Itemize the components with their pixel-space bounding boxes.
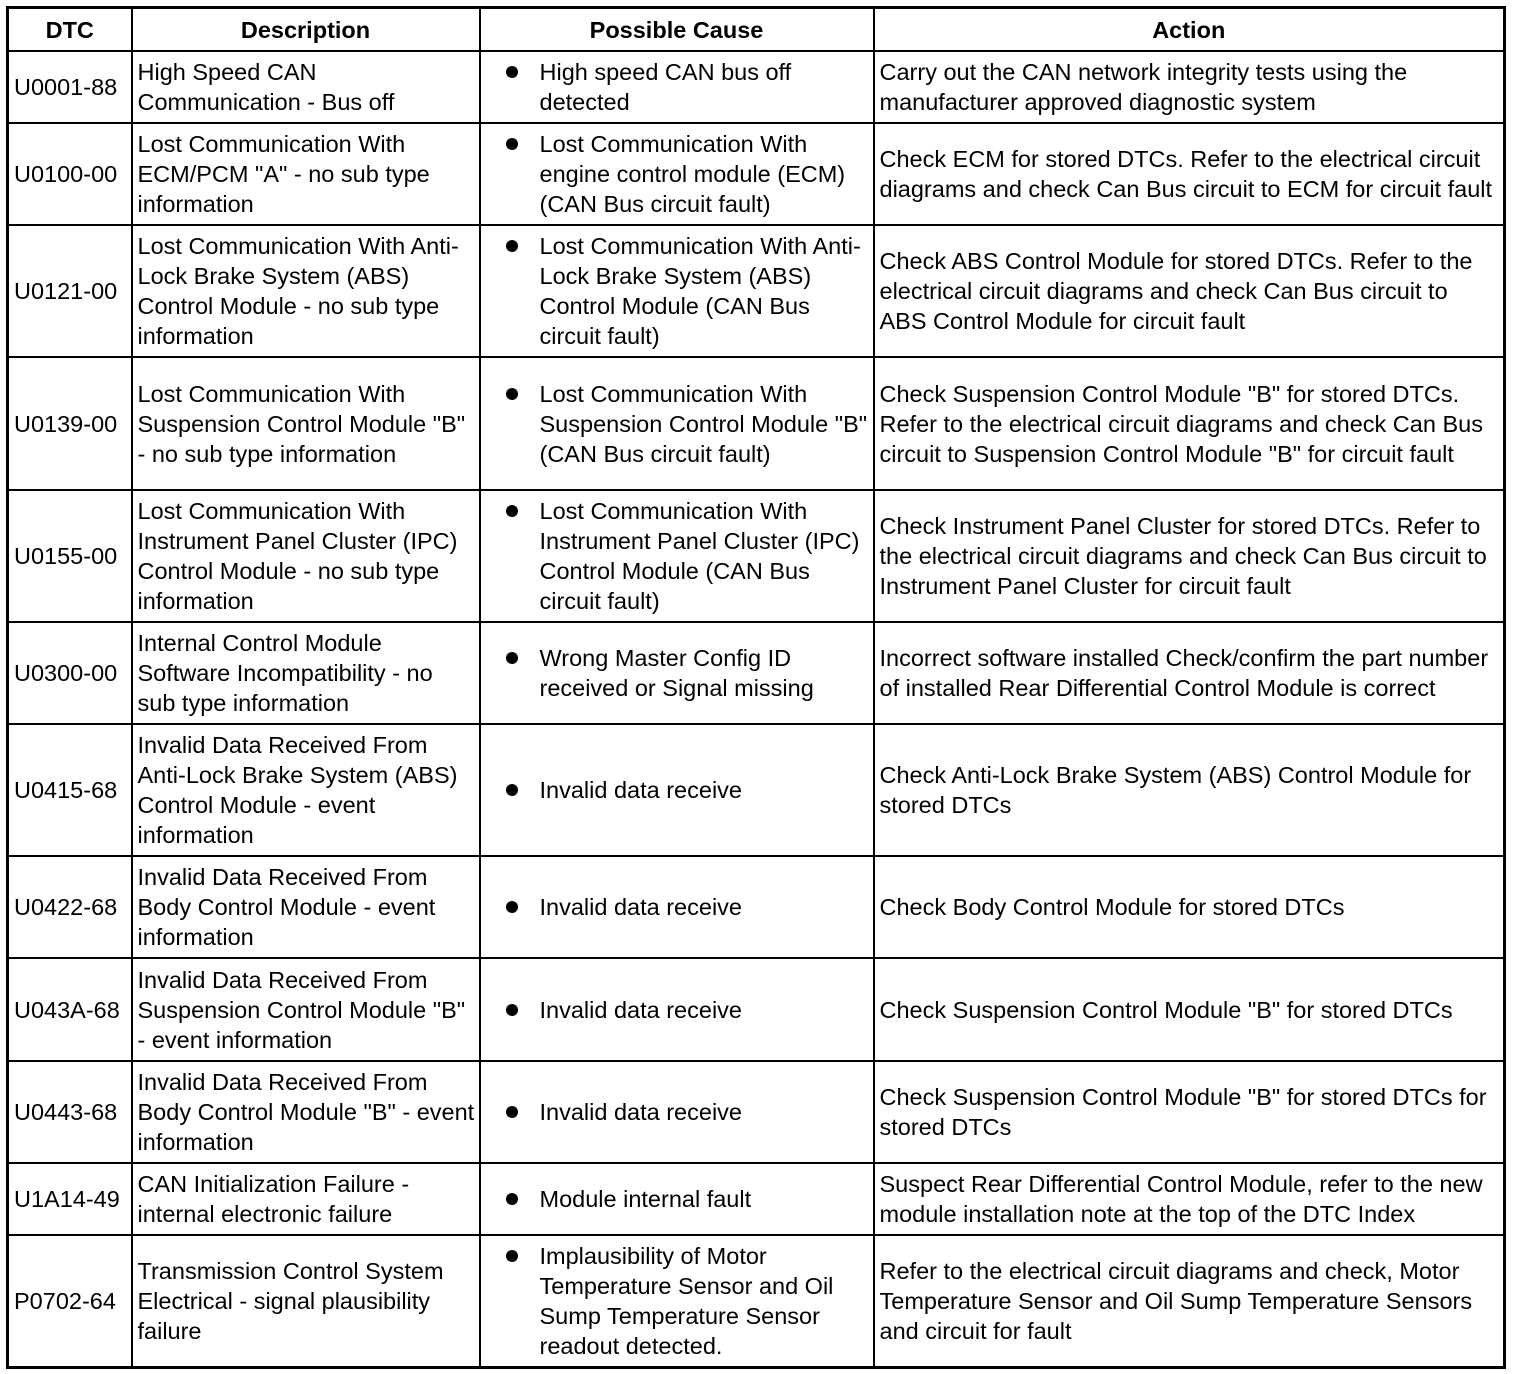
possible-cause-cell [480, 1061, 874, 1163]
possible-cause-cell [480, 490, 874, 622]
dtc-code: U0300-00 [8, 622, 132, 724]
possible-cause-cell [480, 51, 874, 123]
bullet-icon [506, 1004, 518, 1016]
possible-cause-text: Module internal fault [539, 1186, 752, 1212]
action-cell: Carry out the CAN network integrity tests using the manufacturer approved diagnostic system [874, 51, 1505, 123]
header-possible-cause: Possible Cause [480, 8, 874, 52]
header-description: Description [132, 8, 480, 52]
possible-cause-text: Lost Communication With engine control module (ECM) (CAN Bus circuit fault) [539, 131, 846, 217]
possible-cause-cell [480, 622, 874, 724]
action-cell: Check Suspension Control Module "B" for stored DTCs [874, 958, 1505, 1061]
action-cell: Check Body Control Module for stored DTCs [874, 856, 1505, 958]
header-dtc: DTC [8, 8, 132, 52]
possible-cause-cell [480, 1235, 874, 1367]
possible-cause-cell [480, 856, 874, 958]
possible-cause-text: Invalid data receive [539, 1099, 742, 1125]
dtc-code: U0443-68 [8, 1061, 132, 1163]
bullet-icon [506, 505, 518, 517]
bullet-icon [506, 1193, 518, 1205]
dtc-code: P0702-64 [8, 1235, 132, 1367]
header-action: Action [874, 8, 1505, 52]
bullet-icon [506, 901, 518, 913]
possible-cause-text: Invalid data receive [539, 777, 742, 803]
action-cell: Incorrect software installed Check/confirm the part number of installed Rear Differential Control Module is correct [874, 622, 1505, 724]
action-cell: Check Instrument Panel Cluster for stored DTCs. Refer to the electrical circuit diagrams and check Can Bus circuit to Instrument Panel Cluster for circuit fault [874, 490, 1505, 622]
dtc-code: U0121-00 [8, 225, 132, 357]
dtc-code: U0422-68 [8, 856, 132, 958]
bullet-icon [506, 784, 518, 796]
bullet-icon [506, 1106, 518, 1118]
bullet-icon [506, 652, 518, 664]
dtc-code: U043A-68 [8, 958, 132, 1061]
action-cell: Check Suspension Control Module "B" for stored DTCs. Refer to the electrical circuit diagrams and check Can Bus circuit to Suspension Control Module "B" for circuit fault [874, 357, 1505, 490]
possible-cause-text: Lost Communication With Instrument Panel Cluster (IPC) Control Module (CAN Bus circuit fault) [539, 498, 860, 614]
bullet-icon [506, 388, 518, 400]
table-header-row [8, 8, 1505, 52]
description-cell: Lost Communication With Instrument Panel Cluster (IPC) Control Module - no sub type information [132, 490, 480, 622]
bullet-icon [506, 1250, 518, 1262]
description-cell: Invalid Data Received From Body Control Module "B" - event information [132, 1061, 480, 1163]
table-row [8, 225, 1505, 357]
possible-cause-cell [480, 357, 874, 490]
possible-cause-text: Implausibility of Motor Temperature Sensor and Oil Sump Temperature Sensor readout detected. [539, 1242, 834, 1359]
possible-cause-text: Invalid data receive [539, 996, 742, 1023]
dtc-table [6, 6, 1506, 1369]
description-cell: Lost Communication With Anti-Lock Brake System (ABS) Control Module - no sub type information [132, 225, 480, 357]
possible-cause-cell [480, 958, 874, 1061]
bullet-icon [506, 138, 518, 150]
table-row [8, 357, 1505, 490]
table-row [8, 622, 1505, 724]
possible-cause-text: Lost Communication With Anti-Lock Brake System (ABS) Control Module (CAN Bus circuit fault) [539, 233, 861, 349]
dtc-code: U0139-00 [8, 357, 132, 490]
action-cell: Suspect Rear Differential Control Module, refer to the new module installation note at the top of the DTC Index [874, 1163, 1505, 1235]
description-cell: Transmission Control System Electrical - signal plausibility failure [132, 1235, 480, 1367]
bullet-icon [506, 240, 518, 252]
possible-cause-text: Invalid data receive [539, 894, 742, 920]
possible-cause-cell [480, 225, 874, 357]
description-cell: Invalid Data Received From Body Control Module - event information [132, 856, 480, 958]
table-row [8, 1061, 1505, 1163]
description-cell: CAN Initialization Failure - internal electronic failure [132, 1163, 480, 1235]
table-row [8, 856, 1505, 958]
table-row [8, 1163, 1505, 1235]
bullet-icon [506, 66, 518, 78]
possible-cause-cell [480, 1163, 874, 1235]
action-cell: Check ABS Control Module for stored DTCs. Refer to the electrical circuit diagrams and check Can Bus circuit to ABS Control Module for circuit fault [874, 225, 1505, 357]
action-cell: Check Suspension Control Module "B" for stored DTCs for stored DTCs [874, 1061, 1505, 1163]
action-cell: Refer to the electrical circuit diagrams and check, Motor Temperature Sensor and Oil Sump Temperature Sensors and circuit for fault [874, 1235, 1505, 1367]
description-cell: Internal Control Module Software Incompatibility - no sub type information [132, 622, 480, 724]
description-cell: High Speed CAN Communication - Bus off [132, 51, 480, 123]
description-cell: Invalid Data Received From Suspension Control Module "B" - event information [132, 958, 480, 1061]
dtc-code: U0100-00 [8, 123, 132, 225]
table-row [8, 123, 1505, 225]
table-row [8, 958, 1505, 1061]
table-row [8, 1235, 1505, 1367]
table-row [8, 724, 1505, 856]
possible-cause-cell [480, 123, 874, 225]
description-cell: Lost Communication With ECM/PCM "A" - no sub type information [132, 123, 480, 225]
possible-cause-text: Wrong Master Config ID received or Signal missing [539, 645, 814, 701]
table-row [8, 490, 1505, 622]
possible-cause-cell [480, 724, 874, 856]
description-cell: Invalid Data Received From Anti-Lock Brake System (ABS) Control Module - event information [132, 724, 480, 856]
description-cell: Lost Communication With Suspension Control Module "B" - no sub type information [132, 357, 480, 490]
possible-cause-text: Lost Communication With Suspension Control Module "B" (CAN Bus circuit fault) [539, 380, 868, 467]
dtc-code: U0001-88 [8, 51, 132, 123]
dtc-code: U1A14-49 [8, 1163, 132, 1235]
action-cell: Check ECM for stored DTCs. Refer to the electrical circuit diagrams and check Can Bus circuit to ECM for circuit fault [874, 123, 1505, 225]
table-row [8, 51, 1505, 123]
dtc-code: U0155-00 [8, 490, 132, 622]
dtc-code: U0415-68 [8, 724, 132, 856]
possible-cause-text: High speed CAN bus off detected [539, 59, 792, 115]
action-cell: Check Anti-Lock Brake System (ABS) Control Module for stored DTCs [874, 724, 1505, 856]
